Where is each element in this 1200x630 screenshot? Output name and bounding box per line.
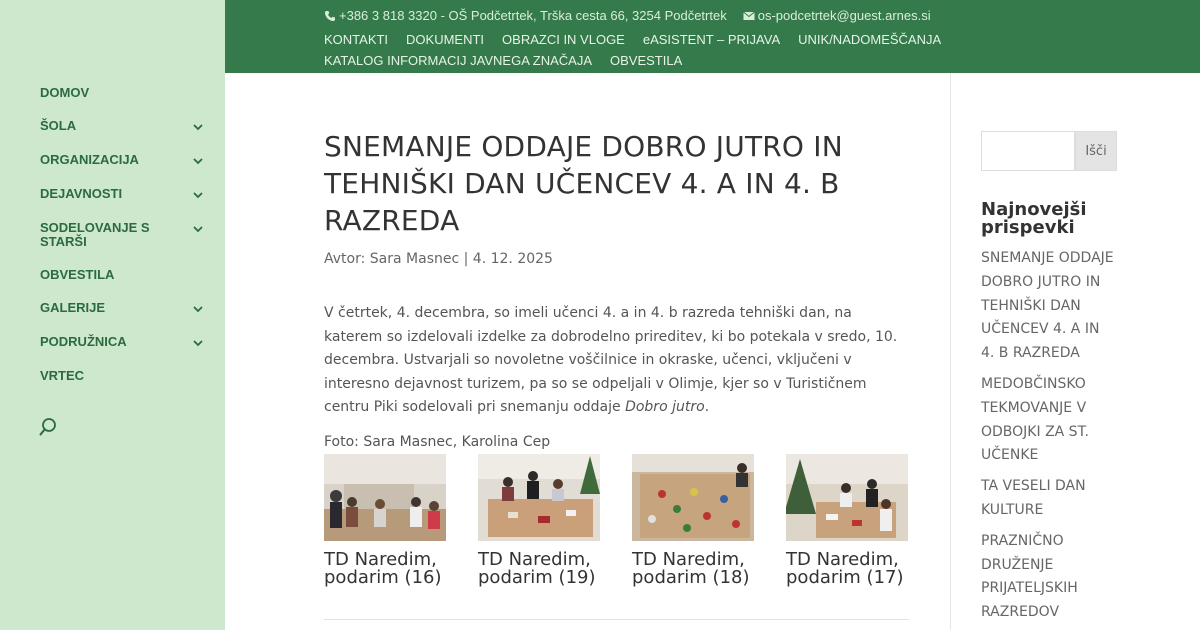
gallery-item[interactable] <box>786 454 908 587</box>
email-text: os-podcetrtek@guest.arnes.si <box>757 8 931 23</box>
chevron-down-icon[interactable] <box>191 222 205 236</box>
recent-posts-list <box>981 247 1116 630</box>
toplink-kontakti[interactable]: KONTAKTI <box>324 32 389 47</box>
phone-icon <box>324 10 336 22</box>
top-links <box>324 29 964 71</box>
gallery-item[interactable] <box>324 454 446 587</box>
post-date: 4. 12. 2025 <box>472 251 553 267</box>
recent-post-link[interactable]: TA VESELI DAN KULTURE <box>981 478 1086 518</box>
recent-posts-heading: Najnovejši prispevki <box>981 199 1087 238</box>
sidebar-item-label: ŠOLA <box>40 118 77 133</box>
chevron-down-icon[interactable] <box>191 120 205 134</box>
content-divider <box>324 619 909 620</box>
toplink-obvestila[interactable]: OBVESTILA <box>610 53 683 68</box>
gallery-thumbnail[interactable] <box>632 454 754 541</box>
gallery-caption[interactable]: TD Naredim, podarim (16) <box>324 549 442 588</box>
sidebar-item-label: DEJAVNOSTI <box>40 186 123 201</box>
sidebar-item-label: DOMOV <box>40 85 90 100</box>
toplink-urnik[interactable]: UNIK/NADOMEŠČANJA <box>798 32 942 47</box>
gallery-caption[interactable]: TD Naredim, podarim (18) <box>632 549 750 588</box>
chevron-down-icon[interactable] <box>191 336 205 350</box>
post-meta <box>324 251 909 267</box>
gallery-caption[interactable]: TD Naredim, podarim (19) <box>478 549 596 588</box>
sidebar-item-domov[interactable] <box>40 86 205 100</box>
phone-address: +386 3 818 3320 - OŠ Podčetrtek, Trška cesta 66, 3254 Podčetrtek <box>339 8 727 23</box>
article-text-end: . <box>704 399 710 416</box>
toplink-easistent[interactable]: eASISTENT – PRIJAVA <box>642 32 781 47</box>
sidebar-item-label: PODRUŽNICA <box>40 334 127 349</box>
sidebar-item-label: VRTEC <box>40 368 85 383</box>
email-link[interactable] <box>743 8 931 23</box>
photo-gallery <box>324 454 909 594</box>
recent-post-link[interactable]: PRAZNIČNO DRUŽENJE PRIJATELJSKIH RAZREDOV <box>981 532 1078 621</box>
sidebar-item-sola[interactable] <box>40 119 205 134</box>
sidebar-item-podruznica[interactable] <box>40 335 205 350</box>
sidebar-item-organizacija[interactable] <box>40 153 205 168</box>
sidebar-item-sodelovanje[interactable] <box>40 221 205 249</box>
author-link[interactable]: Sara Masnec <box>369 251 460 267</box>
toplink-dokumenti[interactable]: DOKUMENTI <box>406 32 485 47</box>
recent-post-link[interactable]: MEDOBČINSKO TEKMOVANJE V ODBOJKI ZA ST. UČENKE <box>981 375 1089 464</box>
contact-info <box>324 8 931 23</box>
sidebar-item-label: ORGANIZACIJA <box>40 152 139 167</box>
gallery-thumbnail[interactable] <box>786 454 908 541</box>
photo-credit: Foto: Sara Masnec, Karolina Cep <box>324 433 551 450</box>
chevron-down-icon[interactable] <box>191 154 205 168</box>
author-prefix: Avtor: <box>324 251 370 267</box>
toplink-obrazci[interactable]: OBRAZCI IN VLOGE <box>502 32 625 47</box>
chevron-down-icon[interactable] <box>191 188 205 202</box>
article <box>324 128 909 450</box>
top-header <box>225 0 1200 73</box>
gallery-item[interactable] <box>632 454 754 587</box>
search-button[interactable]: Išči <box>1075 131 1117 171</box>
sidebar-item-obvestila[interactable] <box>40 268 205 282</box>
sidebar-item-label: OBVESTILA <box>40 267 115 282</box>
sidebar-separator <box>950 73 951 630</box>
search-input[interactable] <box>981 131 1075 171</box>
envelope-icon <box>743 10 755 22</box>
search-icon[interactable] <box>38 416 60 438</box>
chevron-down-icon[interactable] <box>191 302 205 316</box>
sidebar-item-dejavnosti[interactable] <box>40 187 205 202</box>
sidebar-item-label: GALERIJE <box>40 300 106 315</box>
sidebar-item-vrtec[interactable] <box>40 369 205 383</box>
sidebar-item-galerije[interactable] <box>40 301 205 316</box>
gallery-caption[interactable]: TD Naredim, podarim (17) <box>786 549 904 588</box>
page-title: SNEMANJE ODDAJE DOBRO JUTRO IN TEHNIŠKI DAN UČENCEV 4. A IN 4. B RAZREDA <box>324 130 843 237</box>
gallery-item[interactable] <box>478 454 600 587</box>
article-show-name: Dobro jutro <box>625 399 705 416</box>
left-sidebar <box>0 0 225 630</box>
recent-post-link[interactable]: SNEMANJE ODDAJE DOBRO JUTRO IN TEHNIŠKI DAN UČENCEV 4. A IN 4. B RAZREDA <box>981 250 1114 362</box>
article-body <box>324 302 909 420</box>
sidebar-item-label: SODELOVANJE S STARŠI <box>40 220 150 249</box>
gallery-thumbnail[interactable] <box>324 454 446 541</box>
article-text: V četrtek, 4. decembra, so imeli učenci 4. a in 4. b razreda tehniški dan, na katerem so izdelovali izdelke za dobrodelno prireditev, ki bo potekala v sredo, 10. decembra. Ustvarjali so novoletne voščilnice in okraske, učenci, vključeni v interesno dejavnost turizem, pa so se odpeljali v Olimje, kjer so v Turističnem centru Piki sodelovali pri snemanju oddaje <box>324 305 898 416</box>
meta-separator: | <box>459 251 473 267</box>
toplink-katalog[interactable]: KATALOG INFORMACIJ JAVNEGA ZNAČAJA <box>324 53 592 68</box>
gallery-thumbnail[interactable] <box>478 454 600 541</box>
main-nav <box>40 86 205 383</box>
